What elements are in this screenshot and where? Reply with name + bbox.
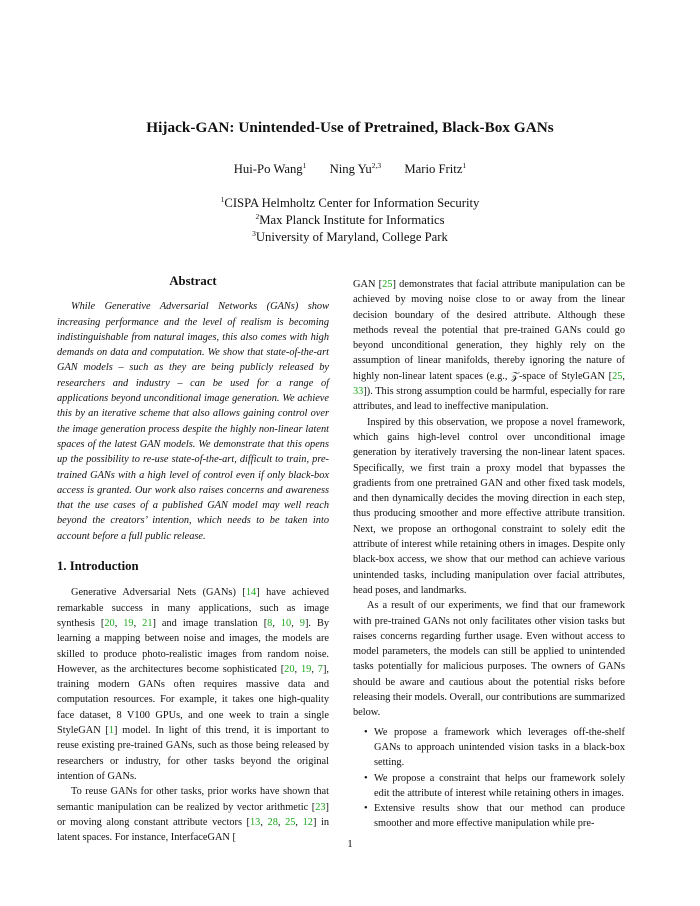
author-affil-mark: 2,3 bbox=[371, 161, 382, 170]
author-name: Ning Yu bbox=[329, 162, 372, 176]
abstract-heading: Abstract bbox=[169, 274, 217, 288]
author-affil-mark: 1 bbox=[302, 161, 307, 170]
citation-link[interactable]: 25 bbox=[382, 279, 393, 290]
bullet-icon: • bbox=[364, 772, 368, 784]
list-item bbox=[353, 725, 625, 771]
citation-link[interactable]: 7 bbox=[317, 663, 323, 675]
intro-paragraph-3: Inspired by this observation, we propose a novel framework, which gains high-level control over unconditional image generation by iteratively traversing the non-linear latent spaces. Specifically, we first train a proxy model that bypasses the gradients from one pretrained GAN and other fixed task models, and then dynamically decides the moving direction in each step, thus producing smoother and more effective attribute transition. Next, we propose an orthogonal constraint to solely edit the attribute of interest while retaining others in images. Despite only black-box access, we show that our method can achieve various unintended tasks, including manipulation over facial attributes, head poses, and landmarks. bbox=[353, 416, 625, 596]
citation-link[interactable]: 14 bbox=[245, 587, 257, 599]
citation-link[interactable]: 33 bbox=[353, 386, 364, 398]
list-item-text: We propose a framework which leverages off-the-shelf GANs to approach unintended vision tasks in a black-box setting. bbox=[374, 726, 625, 769]
left-column bbox=[57, 274, 329, 845]
page-number: 1 bbox=[347, 838, 353, 850]
intro-paragraph-1: Generative Adversarial Nets (GANs) [14] have achieved remarkable success in many applications, such as image synthesis [20, 19, 21] and image translation [8, 10, 9]. By learning a mapping between noise and images, the models are skilled to produce photo-realistic images from random noise. However, as the architectures become sophisticated [20, 19, 7], training modern GANs often requires massive data and computation resources. For example, it takes one high-quality face dataset, 8 V100 GPUs, and one week to train a single StyleGAN [1] model. In light of this trend, it is important to reuse existing pre-trained GANs, such as those being released by researchers or industry, for other tasks beyond the original intention of GANs. bbox=[57, 587, 330, 782]
author-name: Mario Fritz bbox=[404, 162, 463, 176]
author bbox=[404, 162, 466, 177]
citation-link[interactable]: 10 bbox=[280, 617, 292, 629]
list-item-text: Extensive results show that our method can produce smoother and more effective manipulation while pre- bbox=[374, 803, 625, 830]
affil-text: CISPA Helmholtz Center for Information Security bbox=[224, 196, 480, 210]
contributions-list bbox=[353, 725, 625, 832]
affil-text: University of Maryland, College Park bbox=[255, 230, 448, 244]
affiliation bbox=[0, 229, 700, 246]
citation-link[interactable]: 21 bbox=[142, 617, 153, 629]
affiliation bbox=[0, 212, 700, 229]
citation-link[interactable]: 25 bbox=[285, 816, 296, 828]
author-name: Hui-Po Wang bbox=[233, 162, 303, 176]
right-column bbox=[353, 277, 625, 832]
citation-link[interactable]: 23 bbox=[315, 801, 326, 813]
author bbox=[234, 162, 307, 177]
affil-text: Max Planck Institute for Informatics bbox=[259, 213, 445, 227]
affiliation bbox=[0, 195, 700, 212]
affil-mark: 2 bbox=[255, 212, 260, 221]
affil-mark: 3 bbox=[252, 229, 256, 238]
bullet-icon: • bbox=[364, 803, 368, 815]
citation-link[interactable]: 12 bbox=[302, 816, 313, 828]
author-affil-mark: 1 bbox=[462, 161, 467, 170]
affiliations bbox=[0, 195, 700, 246]
citation-link[interactable]: 1 bbox=[108, 725, 115, 737]
list-item bbox=[353, 801, 625, 832]
citation-link[interactable]: 13 bbox=[250, 816, 261, 828]
paper-title: Hijack-GAN: Unintended-Use of Pretrained, Black-Box GANs bbox=[146, 119, 554, 136]
author bbox=[330, 162, 382, 177]
intro-paragraph-2-continued: GAN [25] demonstrates that facial attribute manipulation can be achieved by moving noise close to or away from the linear decision boundary of the desired attribute. Although these methods reveal the potential that pre-trained GANs could go beyond unconditional generation, they highly rely on the assumption of linear manifolds, thereby ignoring the nature of highly non-linear latent spaces (e.g., 𝒵-space of StyleGAN [25, 33]). This strong assumption could be harmful, especially for rare attributes, and lead to ineffective manipulation. bbox=[353, 279, 625, 413]
citation-link[interactable]: 19 bbox=[123, 617, 134, 629]
section-heading-introduction: 1. Introduction bbox=[57, 559, 139, 574]
citation-link[interactable]: 20 bbox=[284, 663, 295, 675]
citation-link[interactable]: 19 bbox=[300, 663, 312, 675]
abstract-text: While Generative Adversarial Networks (GANs) show increasing performance and the level of realism is becoming indistinguishable from natural images, this also comes with high demands on data and computation. We show that state-of-the-art GAN models – such as they are being publicly released by researchers and industry – can be used for a range of applications beyond unconditional image generation. We achieve this by an iterative scheme that also allows gaining control over the image generation process despite the highly non-linear latent spaces of the latest GAN models. We demonstrate that this opens up the possibility to re-use state-of-the-art, difficult to train, pre-trained GANs with a high level of control even if only black-box access is granted. Our work also raises concerns and awareness that the use cases of a published GAN model may well reach beyond the creators’ intention, which needs to be taken into account before a full public release. bbox=[57, 301, 329, 542]
list-item-text: We propose a constraint that helps our framework solely edit the attribute of interest while retaining others in images. bbox=[374, 772, 625, 799]
author-list bbox=[0, 162, 700, 177]
citation-link[interactable]: 25 bbox=[612, 370, 623, 382]
bullet-icon: • bbox=[364, 726, 368, 738]
affil-mark: 1 bbox=[220, 195, 225, 204]
citation-link[interactable]: 28 bbox=[267, 816, 278, 828]
intro-paragraph-2-start: To reuse GANs for other tasks, prior works have shown that semantic manipulation can be realized by vector arithmetic [23] or moving along constant attribute vectors [13, 28, 25, 12] in latent spaces. For instance, InterfaceGAN [ bbox=[57, 786, 330, 844]
intro-paragraph-4: As a result of our experiments, we find that our framework with pre-trained GANs not only facilitates other vision tasks but raises concerns regarding further usage. Even without access to model parameters, the models can still be applied to unintended tasks potentially for malicious purposes. The owners of GANs should be aware and cautious about the potential risks before releasing their models. Overall, our contributions are summarized below. bbox=[353, 600, 626, 719]
citation-link[interactable]: 20 bbox=[104, 617, 115, 629]
citation-link[interactable]: 9 bbox=[299, 617, 305, 629]
citation-link[interactable]: 8 bbox=[267, 617, 273, 629]
list-item bbox=[353, 771, 625, 802]
